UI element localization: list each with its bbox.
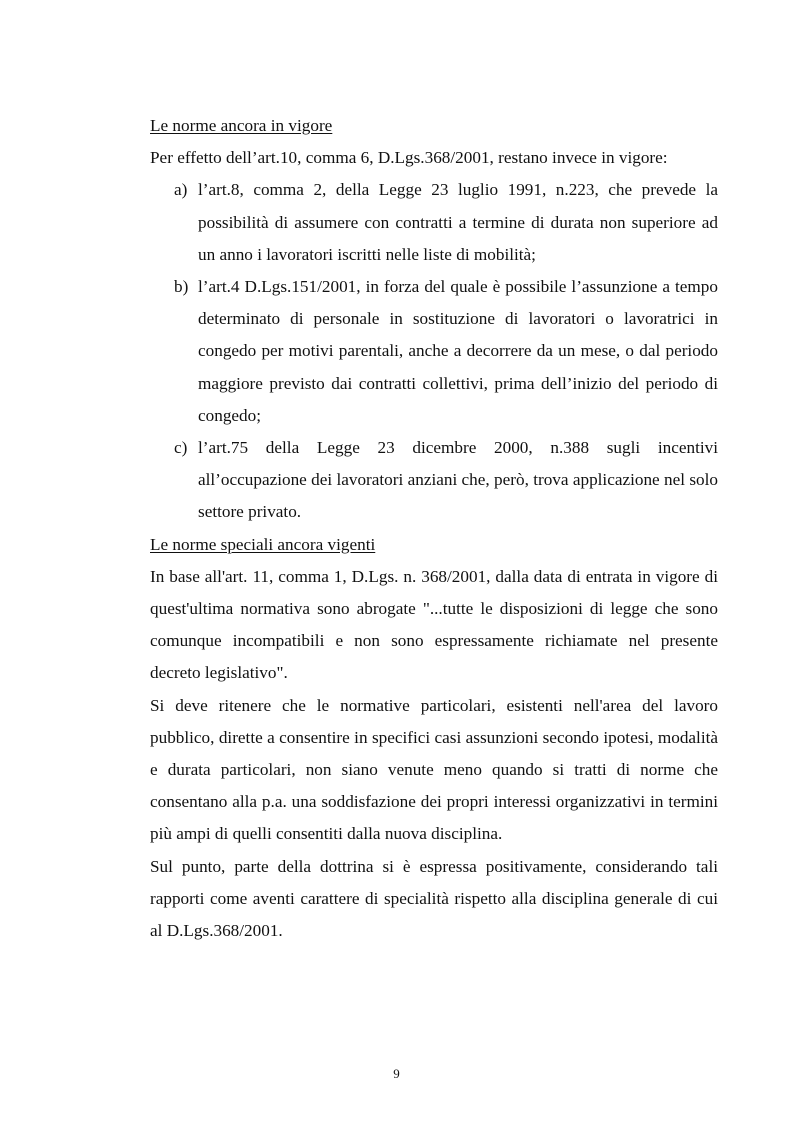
list-marker: b) xyxy=(174,277,189,297)
list-item xyxy=(150,174,718,271)
section-heading-norme-speciali: Le norme speciali ancora vigenti xyxy=(150,534,376,554)
list-marker: c) xyxy=(174,438,188,458)
list-item-text: l’art.4 D.Lgs.151/2001, in forza del quale è possibile l’assunzione a tempo determinato di personale in sostituzione di lavoratori o lavoratrici in congedo per motivi parentali, anche a decorrere da un mese, o dal periodo maggiore previsto dai contratti collettivi, prima dell’inizio del periodo di congedo; xyxy=(198,277,718,425)
body-paragraph: Sul punto, parte della dottrina si è espressa positivamente, considerando tali rapporti come aventi carattere di specialità rispetto alla disciplina generale di cui al D.Lgs.368/2001. xyxy=(150,856,718,941)
page-number: 9 xyxy=(393,1066,400,1081)
list-item-text: l’art.75 della Legge 23 dicembre 2000, n.388 sugli incentivi all’occupazione dei lavoratori anziani che, però, trova applicazione nel solo settore privato. xyxy=(198,438,718,522)
body-paragraph: Si deve ritenere che le normative particolari, esistenti nell'area del lavoro pubblico, dirette a consentire in specifici casi assunzioni secondo ipotesi, modalità e durata particolari, non siano venute meno quando si tratti di norme che consentano alla p.a. una soddisfazione dei propri interessi organizzativi in termini più ampi di quelli consentiti dalla nuova disciplina. xyxy=(150,695,718,844)
section-heading-norme-in-vigore: Le norme ancora in vigore xyxy=(150,116,333,135)
list-item-text: l’art.8, comma 2, della Legge 23 luglio 1991, n.223, che prevede la possibilità di assumere con contratti a termine di durata non superiore ad un anno i lavoratori iscritti nelle liste di mobilità; xyxy=(198,180,718,264)
norms-list xyxy=(150,174,718,528)
document-page xyxy=(150,110,718,947)
list-marker: a) xyxy=(174,180,188,200)
list-item xyxy=(150,271,718,432)
intro-paragraph: Per effetto dell’art.10, comma 6, D.Lgs.368/2001, restano invece in vigore: xyxy=(150,148,668,168)
body-paragraph: In base all'art. 11, comma 1, D.Lgs. n. 368/2001, dalla data di entrata in vigore di quest'ultima normativa sono abrogate "...tutte le disposizioni di legge che sono comunque incompatibili e non sono espressamente richiamate nel presente decreto legislativo". xyxy=(150,566,718,683)
list-item xyxy=(150,432,718,529)
